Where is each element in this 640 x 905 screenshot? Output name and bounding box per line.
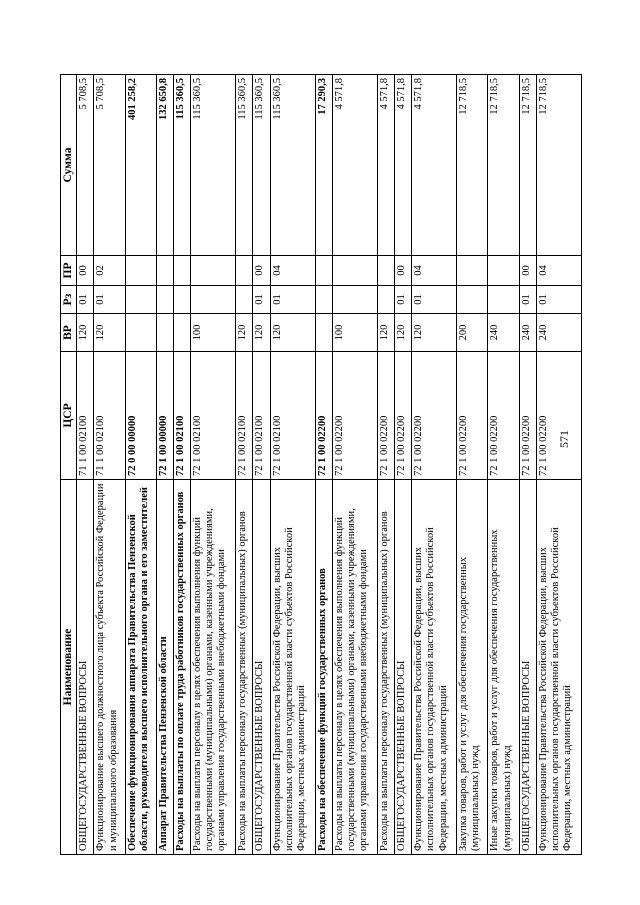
table-row	[457, 75, 488, 855]
table-row	[173, 75, 190, 855]
cell-name: Функционирование Правительства Российской Федерации, высших исполнительных органов государственной власти субъектов Российской Федерации, местных администраций	[536, 480, 581, 855]
cell-name: Аппарат Правительства Пензенской области	[156, 480, 173, 855]
header-rz: Рз	[61, 286, 77, 314]
cell-name: Обеспечение функционирования аппарата Правительства Пензенской области, руководителя высшего исполнительного органа и его заместителей	[125, 480, 156, 855]
cell-name: ОБЩЕГОСУДАРСТВЕННЫЕ ВОПРОСЫ	[77, 480, 94, 855]
cell-rz	[377, 286, 394, 314]
cell-sum: 115 360,5	[191, 75, 236, 256]
page-number: 571	[557, 430, 571, 448]
cell-rz: 01	[270, 286, 315, 314]
cell-csr: 72 1 00 02200	[395, 352, 412, 480]
cell-pr: 00	[77, 256, 94, 286]
cell-csr: 72 1 00 02100	[270, 352, 315, 480]
cell-pr	[377, 256, 394, 286]
table-row	[94, 75, 125, 855]
cell-sum: 12 718,5	[488, 75, 519, 256]
cell-name: Функционирование Правительства Российской Федерации, высших исполнительных органов государственной власти субъектов Российской Федерации, местных администраций	[412, 480, 457, 855]
cell-name: Расходы на выплаты по оплате труда работников государственных органов	[173, 480, 190, 855]
table-row	[270, 75, 315, 855]
table-row	[253, 75, 270, 855]
header-vr: ВР	[61, 314, 77, 352]
cell-name: Расходы на выплаты персоналу в целях обеспечения выполнения функций государственными (муниципальными) органами, казенными учреждениями, органами управления государственными внебюджетными фондами	[332, 480, 377, 855]
cell-sum: 115 360,5	[253, 75, 270, 256]
cell-vr: 200	[457, 314, 488, 352]
cell-vr: 100	[191, 314, 236, 352]
cell-sum: 17 290,3	[315, 75, 332, 256]
cell-name: Иные закупки товаров, работ и услуг для обеспечения государственных (муниципальных) нужд	[488, 480, 519, 855]
cell-name: ОБЩЕГОСУДАРСТВЕННЫЕ ВОПРОСЫ	[253, 480, 270, 855]
cell-sum: 12 718,5	[536, 75, 581, 256]
cell-csr: 72 1 00 02100	[253, 352, 270, 480]
cell-pr: 04	[270, 256, 315, 286]
cell-name: Расходы на выплаты персоналу государственных (муниципальных) органов	[236, 480, 253, 855]
cell-rz	[332, 286, 377, 314]
cell-sum: 132 650,8	[156, 75, 173, 256]
budget-table-container	[60, 75, 582, 855]
cell-pr: 04	[412, 256, 457, 286]
cell-csr: 71 1 00 02100	[77, 352, 94, 480]
cell-sum: 115 360,5	[236, 75, 253, 256]
cell-sum: 5 708,5	[94, 75, 125, 256]
cell-vr: 120	[395, 314, 412, 352]
cell-vr	[315, 314, 332, 352]
cell-rz	[457, 286, 488, 314]
cell-csr: 72 1 00 02200	[536, 352, 581, 480]
cell-vr	[125, 314, 156, 352]
table-row	[395, 75, 412, 855]
cell-pr: 04	[536, 256, 581, 286]
cell-vr: 120	[253, 314, 270, 352]
cell-vr: 120	[412, 314, 457, 352]
cell-rz: 01	[412, 286, 457, 314]
table-row	[191, 75, 236, 855]
cell-pr	[156, 256, 173, 286]
cell-csr: 72 1 00 02200	[488, 352, 519, 480]
cell-pr	[125, 256, 156, 286]
cell-vr: 240	[536, 314, 581, 352]
cell-csr: 72 1 00 02200	[519, 352, 536, 480]
cell-csr: 71 1 00 02100	[94, 352, 125, 480]
cell-name: ОБЩЕГОСУДАРСТВЕННЫЕ ВОПРОСЫ	[519, 480, 536, 855]
table-row	[236, 75, 253, 855]
cell-vr: 120	[236, 314, 253, 352]
cell-pr	[488, 256, 519, 286]
cell-rz: 01	[94, 286, 125, 314]
cell-pr	[315, 256, 332, 286]
cell-sum: 12 718,5	[519, 75, 536, 256]
cell-pr: 00	[253, 256, 270, 286]
cell-pr: 00	[519, 256, 536, 286]
table-row	[77, 75, 94, 855]
cell-rz: 01	[536, 286, 581, 314]
table-row	[156, 75, 173, 855]
header-pr: ПР	[61, 256, 77, 286]
cell-rz: 01	[395, 286, 412, 314]
cell-rz	[191, 286, 236, 314]
header-csr: ЦСР	[61, 352, 77, 480]
cell-pr	[191, 256, 236, 286]
rotated-page-content	[60, 75, 582, 855]
table-row	[536, 75, 581, 855]
cell-pr	[236, 256, 253, 286]
cell-csr: 72 0 00 00000	[125, 352, 156, 480]
cell-csr: 72 1 00 02200	[377, 352, 394, 480]
cell-name: Расходы на выплаты персоналу в целях обеспечения выполнения функций государственными (муниципальными) органами, казенными учреждениями, органами управления государственными внебюджетными фондами	[191, 480, 236, 855]
cell-pr	[332, 256, 377, 286]
cell-name: Функционирование высшего должностного лица субъекта Российской Федерации и муниципального образования	[94, 480, 125, 855]
cell-pr: 02	[94, 256, 125, 286]
table-row	[377, 75, 394, 855]
table-body	[77, 75, 582, 855]
table-row	[315, 75, 332, 855]
cell-pr	[457, 256, 488, 286]
cell-sum: 4 571,8	[332, 75, 377, 256]
cell-name: Закупка товаров, работ и услуг для обеспечения государственных (муниципальных) нужд	[457, 480, 488, 855]
cell-sum: 4 571,8	[377, 75, 394, 256]
cell-sum: 4 571,8	[395, 75, 412, 256]
cell-rz	[315, 286, 332, 314]
cell-csr: 72 1 00 02100	[191, 352, 236, 480]
cell-rz	[125, 286, 156, 314]
cell-csr: 72 1 00 02200	[332, 352, 377, 480]
cell-vr	[173, 314, 190, 352]
budget-table	[60, 74, 582, 855]
cell-csr: 72 1 00 02200	[315, 352, 332, 480]
table-row	[519, 75, 536, 855]
cell-name: Функционирование Правительства Российской Федерации, высших исполнительных органов государственной власти субъектов Российской Федерации, местных администраций	[270, 480, 315, 855]
cell-rz: 01	[519, 286, 536, 314]
cell-csr: 72 1 00 02100	[173, 352, 190, 480]
table-row	[125, 75, 156, 855]
cell-rz: 01	[77, 286, 94, 314]
cell-csr: 72 1 00 02100	[236, 352, 253, 480]
cell-pr: 00	[395, 256, 412, 286]
cell-vr: 120	[94, 314, 125, 352]
cell-rz: 01	[253, 286, 270, 314]
cell-pr	[173, 256, 190, 286]
cell-vr	[156, 314, 173, 352]
cell-csr: 72 1 00 02200	[457, 352, 488, 480]
cell-name: Расходы на выплаты персоналу государственных (муниципальных) органов	[377, 480, 394, 855]
cell-sum: 115 360,5	[173, 75, 190, 256]
header-sum: Сумма	[61, 75, 77, 256]
cell-rz	[173, 286, 190, 314]
table-row	[488, 75, 519, 855]
table-row	[412, 75, 457, 855]
cell-sum: 4 571,8	[412, 75, 457, 256]
cell-vr: 120	[77, 314, 94, 352]
cell-name: ОБЩЕГОСУДАРСТВЕННЫЕ ВОПРОСЫ	[395, 480, 412, 855]
cell-sum: 5 708,5	[77, 75, 94, 256]
cell-csr: 72 1 00 02200	[412, 352, 457, 480]
cell-vr: 240	[488, 314, 519, 352]
cell-rz	[488, 286, 519, 314]
cell-vr: 120	[270, 314, 315, 352]
cell-csr: 72 1 00 00000	[156, 352, 173, 480]
cell-vr: 120	[377, 314, 394, 352]
cell-name: Расходы на обеспечение функций государственных органов	[315, 480, 332, 855]
cell-sum: 401 258,2	[125, 75, 156, 256]
cell-vr: 240	[519, 314, 536, 352]
cell-rz	[156, 286, 173, 314]
cell-sum: 115 360,5	[270, 75, 315, 256]
cell-vr: 100	[332, 314, 377, 352]
table-header-row	[61, 75, 77, 855]
cell-rz	[236, 286, 253, 314]
cell-sum: 12 718,5	[457, 75, 488, 256]
header-name: Наименование	[61, 480, 77, 855]
table-row	[332, 75, 377, 855]
